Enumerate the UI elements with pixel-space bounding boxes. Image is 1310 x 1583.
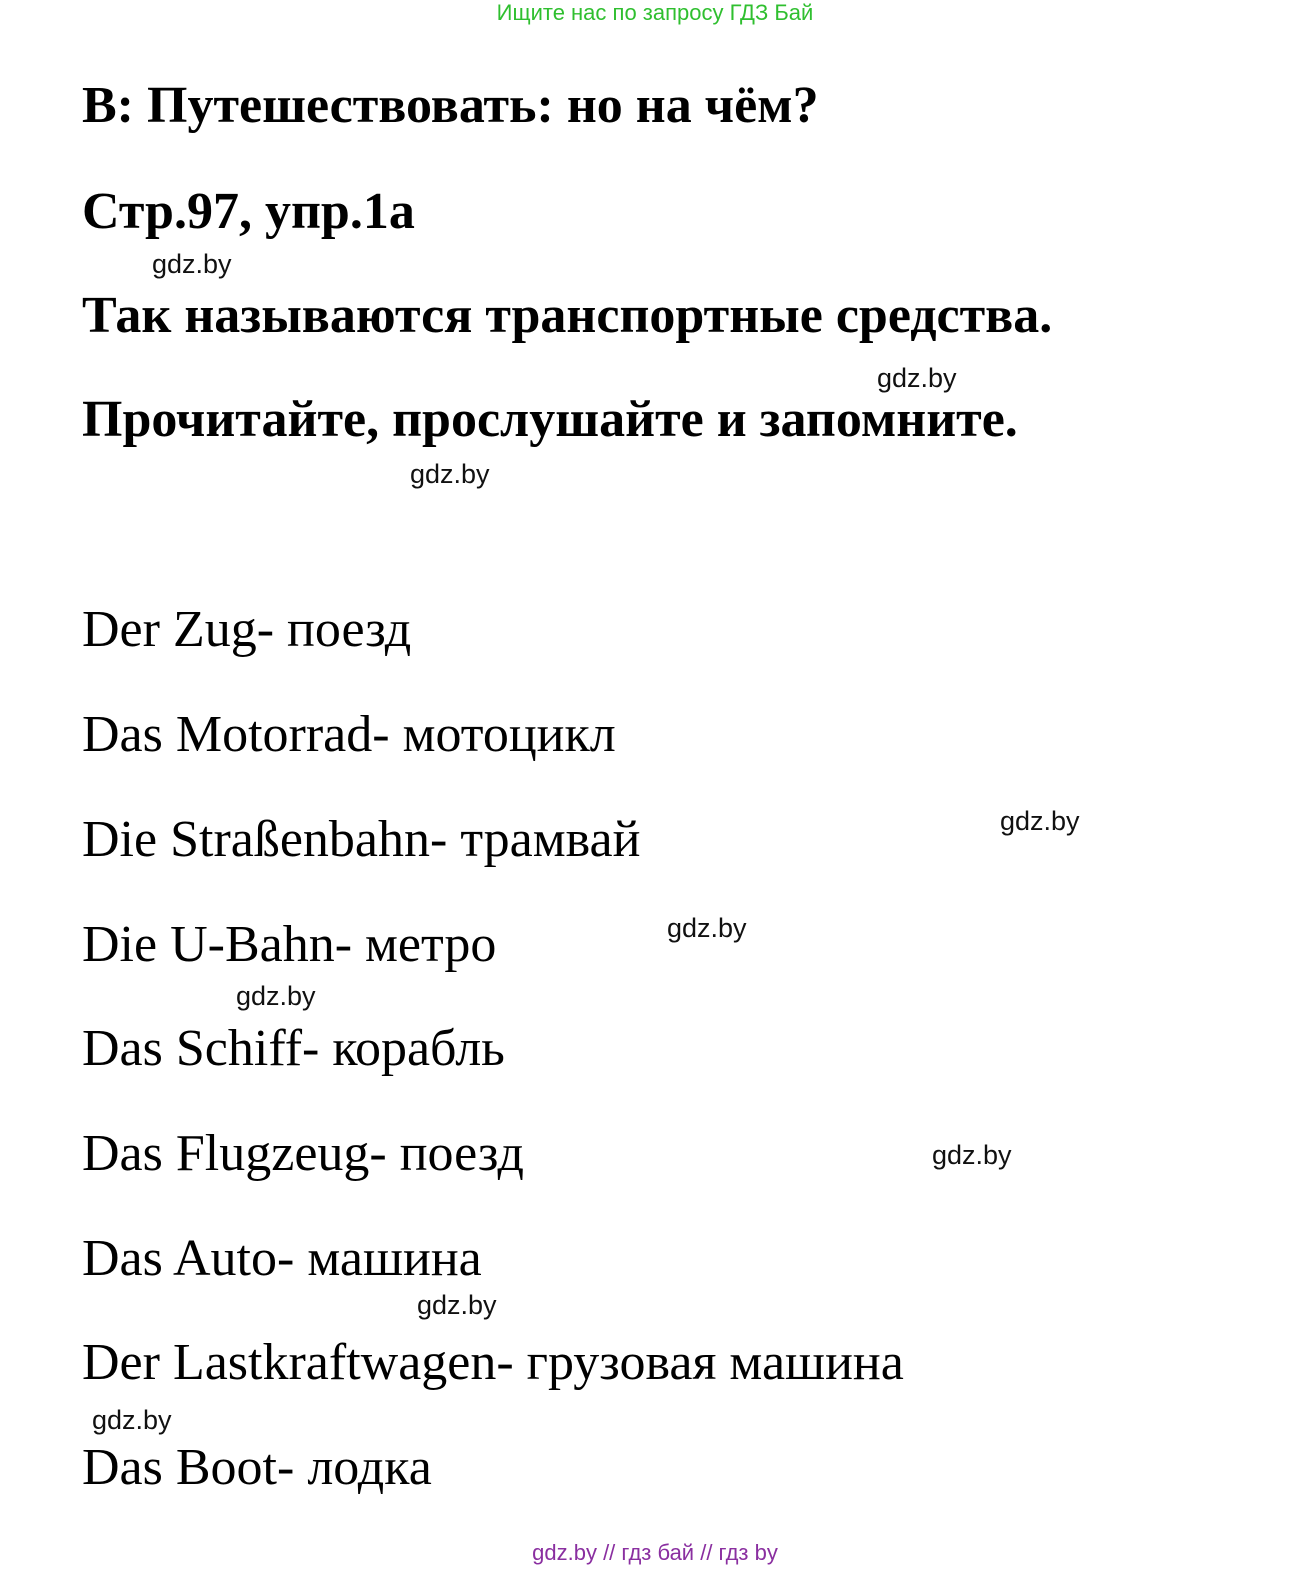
vocab-item-u-bahn: Die U-Bahn- метро [82,916,497,973]
vocab-item-lastkraftwagen: Der Lastkraftwagen- грузовая машина [82,1334,904,1391]
watermark: gdz.by [152,249,232,279]
vocab-item-flugzeug: Das Flugzeug- поезд [82,1125,524,1182]
watermark: gdz.by [417,1290,497,1320]
vocab-item-boot: Das Boot- лодка [82,1439,432,1496]
watermark: gdz.by [410,459,490,489]
vocab-item-strassenbahn: Die Straßenbahn- трамвай [82,811,641,868]
instruction-read-listen-remember: Прочитайте, прослушайте и запомните. [82,391,1018,448]
watermark: gdz.by [667,913,747,943]
vocab-item-motorrad: Das Motorrad- мотоцикл [82,706,616,763]
watermark: gdz.by [92,1405,172,1435]
watermark: gdz.by [877,363,957,393]
section-title: B: Путешествовать: но на чём? [82,77,819,134]
vocab-item-zug: Der Zug- поезд [82,601,412,658]
watermark: gdz.by [1000,806,1080,836]
vocab-item-auto: Das Auto- машина [82,1230,482,1287]
exercise-reference: Стр.97, упр.1а [82,183,415,240]
vocab-item-schiff: Das Schiff- корабль [82,1020,505,1077]
watermark: gdz.by [932,1140,1012,1170]
footer-links[interactable]: gdz.by // гдз бай // гдз by [532,1540,778,1565]
top-banner-link[interactable]: Ищите нас по запросу ГДЗ Бай [496,0,814,25]
watermark: gdz.by [236,981,316,1011]
instruction-transport-names: Так называются транспортные средства. [82,287,1053,344]
